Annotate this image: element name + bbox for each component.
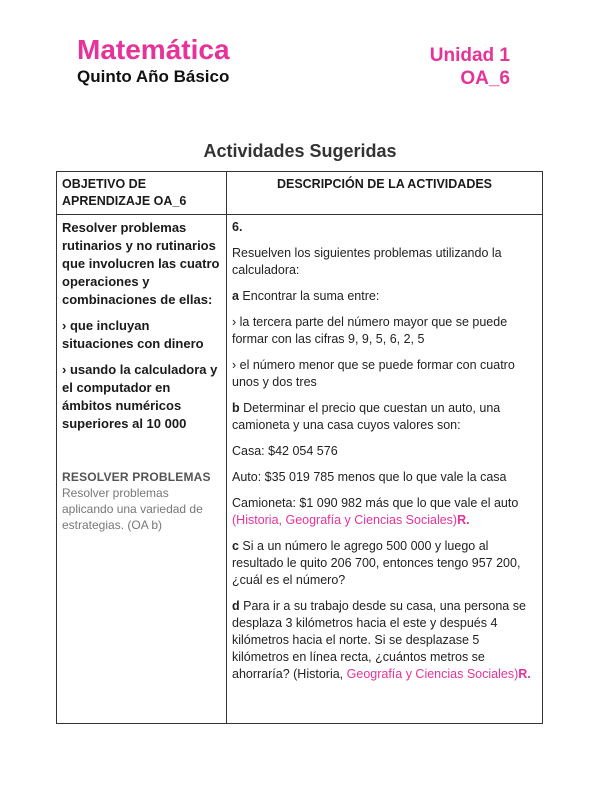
table-header-row [57, 172, 543, 215]
skill-text: Resolver problemas aplicando una variedad de estrategias. (OA b) [62, 486, 203, 532]
activity-number: 6. [232, 220, 243, 234]
item-a-text: Encontrar la suma entre: [238, 289, 380, 303]
objective-bullet-calculator: › usando la calculadora y el computador en ámbitos numéricos superiores al 10 000 [62, 362, 218, 431]
item-d-letter: d [232, 599, 240, 613]
item-a-bullet-1: › la tercera parte del número mayor que se puede formar con las cifras 9, 9, 5, 6, 2, 5 [232, 315, 508, 346]
item-a-bullet-2: › el número menor que se puede formar con cuatro unos y dos tres [232, 358, 515, 389]
oa-label: OA_6 [460, 68, 510, 89]
unit-label: Unidad 1 [429, 45, 510, 66]
item-b-casa: Casa: $42 054 576 [232, 444, 338, 458]
item-c-letter: c [232, 539, 239, 553]
document-header [77, 34, 230, 88]
item-d-text: Para ir a su trabajo desde su casa, una persona se desplaza 3 kilómetros hacia el este y después 4 kilómetros hacia el norte. Si se desplazase 5 kilómetros en línea recta, ¿cuántos metros se ahorraría? (Historia, [232, 599, 526, 681]
objective-main: Resolver problemas rutinarios y no rutinarios que involucren las cuatro operaciones y combinaciones de ellas: [62, 220, 220, 307]
item-b-letter: b [232, 401, 240, 415]
item-b-camioneta: Camioneta: $1 090 982 más que lo que vale el auto [232, 496, 519, 510]
item-d [232, 598, 537, 683]
grade-subtitle: Quinto Año Básico [77, 67, 230, 86]
item-b-subject-ref: (Historia, Geografía y Ciencias Sociales) [232, 513, 458, 527]
item-b [232, 400, 537, 434]
item-c [232, 538, 537, 589]
item-b-auto: Auto: $35 019 785 menos que lo que vale la casa [232, 470, 507, 484]
skill-box [62, 469, 221, 533]
subject-title: Matemática [77, 34, 230, 65]
table-row [57, 215, 543, 724]
item-d-r-marker: R. [518, 667, 531, 681]
item-c-text: Si a un número le agrego 500 000 y luego al resultado le quito 206 700, entonces tengo 957 200, ¿cuál es el número? [232, 539, 521, 587]
item-b-text: Determinar el precio que cuestan un auto, una camioneta y una casa cuyos valores son: [232, 401, 501, 432]
skill-title: RESOLVER PROBLEMAS [62, 470, 211, 484]
description-cell [227, 215, 543, 724]
item-b-r-marker: R. [457, 513, 470, 527]
description-column-header: DESCRIPCIÓN DE LA ACTIVIDADES [227, 172, 543, 215]
item-b-camioneta-block [232, 495, 537, 529]
item-a [232, 288, 537, 305]
objective-bullet-money: › que incluyan situaciones con dinero [62, 318, 204, 351]
objective-column-header: OBJETIVO DE APRENDIZAJE OA_6 [57, 172, 227, 215]
objective-cell [57, 215, 227, 724]
item-d-subject-ref: Geografía y Ciencias Sociales) [346, 667, 519, 681]
unit-header [430, 45, 510, 91]
activity-intro: Resuelven los siguientes problemas utilizando la calculadora: [232, 246, 502, 277]
item-a-letter: a [232, 289, 239, 303]
section-title: Actividades Sugeridas [203, 141, 397, 161]
activities-table [56, 171, 543, 724]
